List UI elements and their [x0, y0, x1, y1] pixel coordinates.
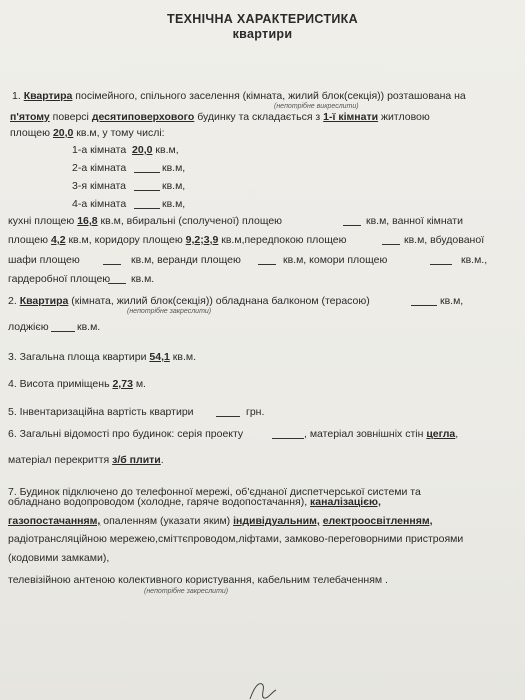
- value-unit: грн.: [246, 406, 265, 418]
- balcony-blank: [411, 305, 437, 306]
- corridor-area-value: 9,2;3,9: [185, 234, 219, 246]
- s7-note: (непотрібне закреслити): [144, 588, 229, 595]
- building-storeys-value: десятиповерхового: [91, 111, 195, 123]
- rooms-count-value: 1-ї кімнати: [323, 111, 379, 123]
- room-3-blank: [134, 190, 160, 191]
- room-2-unit: кв.м,: [162, 162, 186, 174]
- floor-material-value: з/б плити: [112, 454, 161, 466]
- kitchen-area-value: 16,8: [77, 215, 98, 227]
- room-4-unit: кв.м,: [162, 198, 186, 210]
- room-2-row: 2-а кімната: [72, 162, 127, 174]
- s4-height: 4. Висота приміщень 2,73 м.: [8, 378, 146, 390]
- s2-line1: 2. Квартира (кімната, жилий блок(секція)) обладнана балконом (терасою): [8, 295, 370, 307]
- veranda-label: кв.м, веранди площею: [131, 254, 241, 266]
- bathroom-label: кв.м, ванної кімнати: [366, 215, 463, 227]
- toilet-blank: [343, 225, 361, 226]
- s7-line3: газопостачанням, опаленням (указати яким) індивідуальним, електроосвітленням,: [8, 515, 433, 527]
- living-area-value: 20,0: [52, 127, 74, 139]
- series-blank: [272, 438, 304, 439]
- s1-line3: площею 20,0 кв.м, у тому числі:: [10, 127, 165, 139]
- kitchen-line: кухні площею 16,8 кв.м, вбиральні (сполученої) площею: [8, 215, 283, 227]
- room-3-unit: кв.м,: [162, 180, 186, 192]
- s1-line1: 1. Квартира посімейного, спільного заселення (кімната, жилий блок(секція)) розташована на: [12, 90, 466, 102]
- s6-floors: матеріал перекриття з/б плити.: [8, 454, 164, 466]
- floor-value: п'ятому: [10, 111, 50, 123]
- s7-line5: (кодовими замками),: [8, 552, 110, 564]
- s7-line4: радіотрансляційною мережею,сміттєпроводом,ліфтами, замково-переговорними пристроями: [8, 533, 464, 545]
- heating-value: індивідуальним,: [233, 515, 320, 527]
- value-blank: [216, 416, 240, 417]
- pantry-unit: кв.м.,: [461, 254, 488, 266]
- room-2-blank: [134, 172, 160, 173]
- s1-line2: п'ятому поверсі десятиповерхового будинку та складається з 1-ї кімнати житловою: [10, 111, 430, 123]
- document-subtitle: квартири: [232, 27, 293, 41]
- s7-line1: 7. Будинок підключено до телефонної мережі, об'єднаної диспетчерської системи та: [8, 486, 421, 498]
- signature-mark: [246, 678, 286, 700]
- document-title: ТЕХНІЧНА ХАРАКТЕРИСТИКА: [167, 12, 358, 26]
- room-1-row: 1-а кімната 20,0 кв.м,: [72, 144, 179, 156]
- bathroom-area-value: 4,2: [50, 234, 66, 246]
- s7-line2: обладнано водопроводом (холодне, гаряче водопостачання), каналізацією,: [8, 496, 381, 508]
- sewerage-value: каналізацією,: [310, 496, 381, 508]
- room-4-blank: [134, 208, 160, 209]
- room-3-row: 3-я кімната: [72, 180, 127, 192]
- room-4-row: 4-а кімната: [72, 198, 127, 210]
- s7-line6: телевізійною антеною колективного користування, кабельним телебаченням .: [8, 574, 388, 586]
- dressing-blank: [108, 283, 126, 284]
- loggia-unit: кв.м.: [77, 321, 101, 333]
- s5-value-label: 5. Інвентаризаційна вартість квартири: [8, 406, 194, 418]
- veranda-blank: [258, 264, 276, 265]
- s1-kvartyra-underlined: Квартира: [23, 90, 73, 102]
- wardrobe-label: шафи площею: [8, 254, 80, 266]
- s6-walls: , матеріал зовнішніх стін цегла,: [304, 428, 459, 440]
- wardrobe-blank: [103, 264, 121, 265]
- room-1-value: 20,0: [132, 144, 153, 156]
- electricity-value: електроосвітленням,: [322, 515, 433, 527]
- balcony-unit: кв.м,: [440, 295, 464, 307]
- height-value: 2,73: [112, 378, 133, 390]
- dressing-label: гардеробної площею: [8, 273, 111, 285]
- s1-note: (непотрібне викреслити): [274, 103, 359, 110]
- bathroom-line: площею 4,2 кв.м, коридору площею 9,2;3,9 кв.м,передпокою площею: [8, 234, 347, 246]
- gas-value: газопостачанням,: [8, 515, 101, 527]
- hallway-blank: [382, 244, 400, 245]
- s3-total-area: 3. Загальна площа квартири 54,1 кв.м.: [8, 351, 197, 363]
- dressing-unit: кв.м.: [131, 273, 155, 285]
- total-area-value: 54,1: [149, 351, 170, 363]
- loggia-label: лоджією: [8, 321, 49, 333]
- wall-material-value: цегла: [426, 428, 456, 440]
- pantry-blank: [430, 264, 452, 265]
- builtin-label: кв.м, вбудованої: [404, 234, 485, 246]
- s6-series-label: 6. Загальні відомості про будинок: серія проекту: [8, 428, 244, 440]
- s2-kvartyra-underlined: Квартира: [19, 295, 69, 307]
- s2-note: (непотрібне закреслити): [127, 308, 212, 315]
- loggia-blank: [51, 331, 75, 332]
- pantry-label: кв.м, комори площею: [283, 254, 388, 266]
